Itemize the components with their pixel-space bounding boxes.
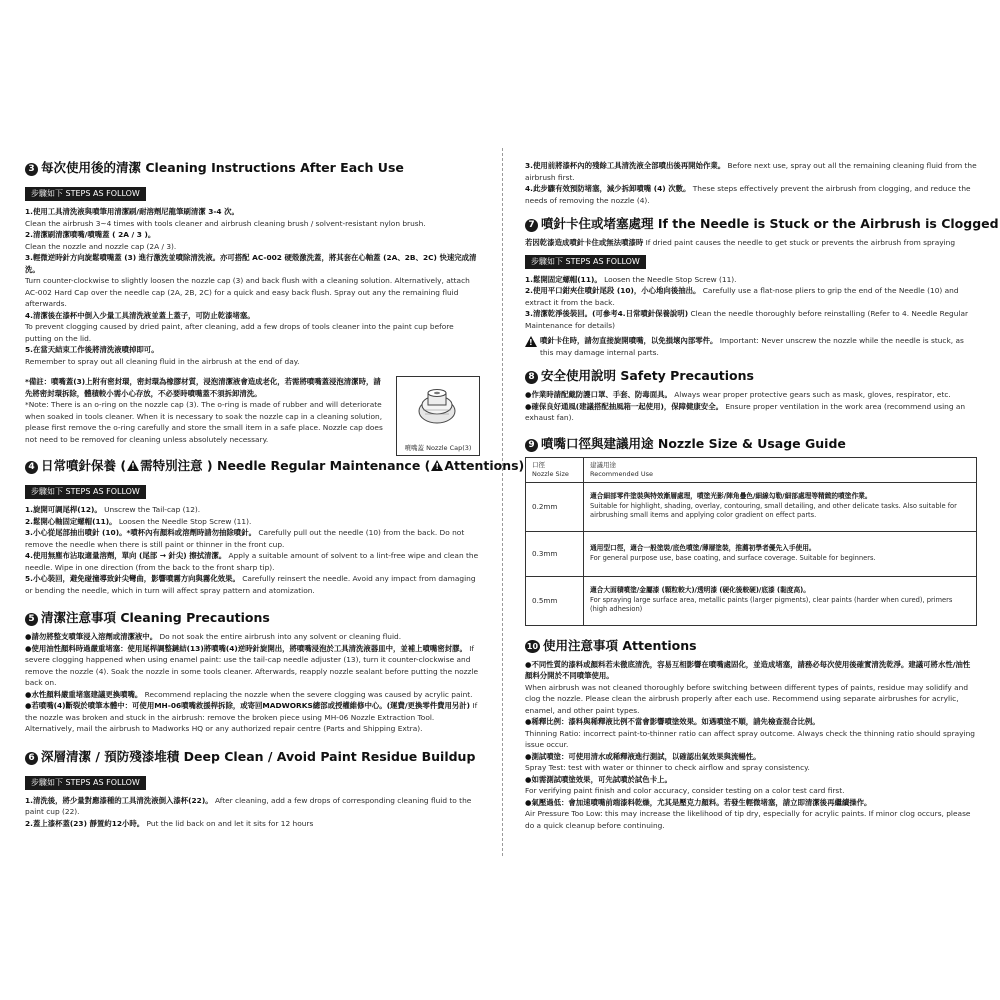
instruction-line: [25, 275, 480, 310]
line-text: Remember to spray out all cleaning fluid in the airbrush at the end of day.: [25, 356, 300, 366]
use-cn: 適合細部零件塗裝與特效漸層處理，噴塗光影/陣角疊色/細線勾勒/細部處理等精緻的噴塗作業。: [590, 492, 872, 501]
section-number-badge: 5: [25, 613, 38, 626]
instruction-line: [525, 808, 977, 831]
instruction-line: [525, 183, 977, 206]
line-english: If severe clogging happened when using enamel paint: use the tail-cap needle adjuster (13), turn it counter-clockwise and remove the nozzle (4). Soak the nozzle in some tools cleaner. Afterwards, reapply nozzle sealant before putting the nozzle back on.: [25, 643, 479, 687]
line-text: *備註：噴嘴蓋(3)上附有密封環，密封環為橡膠材質，浸泡清潔液會造成老化，若需將噴嘴蓋浸泡清潔時，請先將密封環拆除，體積較小需小心存放，不必要時噴嘴蓋不須拆卸清洗。: [25, 377, 381, 398]
instruction-line: [525, 659, 977, 682]
section-number-badge: 7: [525, 219, 538, 232]
note-text: [25, 376, 385, 445]
title-part: Attentions): [444, 458, 525, 473]
line-english: Important: Never unscrew the nozzle while the needle is stuck, as this may damage internal parts.: [540, 336, 964, 357]
section-title: [525, 436, 977, 452]
section-number-badge: 3: [25, 163, 38, 176]
table-row: [526, 482, 977, 531]
table-header-row: [526, 457, 977, 482]
nozzle-size-cell: 0.3mm: [526, 531, 584, 576]
line-english: Ensure proper ventilation in the work area (recommend using an exhaust fan).: [525, 401, 966, 422]
instruction-line: [25, 818, 480, 830]
section-title: [25, 749, 480, 765]
line-text: ●測試噴塗：可使用清水或稀釋液進行測試，以確認出氣效果與流暢性。: [525, 751, 761, 761]
line-english: Unscrew the Tail-cap (12).: [101, 505, 201, 514]
instruction-line: [25, 218, 480, 230]
section-cleaning-after-use: [25, 160, 480, 452]
instruction-line: [25, 344, 480, 356]
line-text: For verifying paint finish and color accuracy, consider testing on a color test card first.: [525, 786, 845, 795]
use-en: For general purpose use, base coating, and surface coverage. Suitable for beginners.: [590, 553, 876, 562]
instruction-line: [525, 728, 977, 751]
nozzle-cap-illustration: [415, 385, 459, 429]
note-block: [25, 376, 480, 452]
steps-banner: 步驟如下 STEPS AS FOLLOW: [25, 776, 146, 790]
header-cn: 口徑: [532, 460, 545, 469]
instruction-line: [25, 376, 385, 399]
line-text: Air Pressure Too Low: this may increase the likelihood of tip dry, especially for acrylic paints. If minor clog occurs, please do a quick cleanup before continuing.: [525, 809, 971, 830]
line-text: ●確保良好通風(建議搭配抽風箱一起使用)，保障健康安全。: [525, 401, 723, 411]
nozzle-cap-figure: [396, 376, 480, 456]
section-number-badge: 4: [25, 461, 38, 474]
line-english: Before next use, spray out all the remaining cleaning fluid from the airbrush first.: [525, 161, 977, 182]
deep-clean-continued: [525, 160, 977, 206]
line-text: Turn counter-clockwise to slightly loosen the nozzle cap (3) and back flush with a cleaning solution. Alternatively, attach AC-002 Hard Cap over the needle cap (2A, 2B, 2C) for a quick and easy back flush. Spray out any the remaining fluid afterwards.: [25, 276, 470, 308]
line-english: Carefully pull out the needle (10) from the back. Do not remove the needle when there is still paint or thinner in the front cup.: [25, 528, 465, 549]
line-text: ●作業時請配戴防護口罩、手套、防毒面具。: [525, 390, 672, 399]
line-english: Carefully reinsert the needle. Avoid any impact from damaging or bending the needle, which in turn will affect spray pattern and atomization.: [25, 574, 476, 595]
section-number-badge: 9: [525, 439, 538, 452]
line-english: If dried paint causes the needle to get stuck or prevents the airbrush from spraying: [643, 238, 956, 247]
instruction-line: [25, 527, 480, 550]
instruction-list: [525, 274, 977, 332]
line-text: Spray Test: test with water or thinner to check airflow and spray consistency.: [525, 763, 810, 772]
warning-line: [525, 335, 977, 358]
section-title-text: 安全使用說明 Safety Precautions: [541, 368, 754, 383]
section-title: [25, 458, 525, 474]
recommended-use-cell: [584, 576, 977, 625]
steps-banner: 步驟如下 STEPS AS FOLLOW: [25, 485, 146, 499]
section-attentions: [525, 638, 977, 832]
header-cn: 建議用途: [590, 460, 616, 469]
instruction-line: [525, 274, 977, 286]
instruction-list: [525, 659, 977, 832]
line-english: Do not soak the entire airbrush into any solvent or cleaning fluid.: [157, 632, 402, 641]
title-part: 日常噴針保養 (: [41, 458, 127, 473]
instruction-list: [25, 631, 480, 735]
section-number-badge: 8: [525, 371, 538, 384]
line-english: Loosen the Needle Stop Screw (11).: [116, 516, 252, 526]
line-text: 5.小心裝回，避免碰撞導致針尖彎曲，影響噴霧方向與霧化效果。: [25, 574, 240, 583]
instruction-line: [525, 160, 977, 183]
section-cleaning-precautions: [25, 610, 480, 735]
instruction-line: [25, 252, 480, 275]
line-text: *Note: There is an o-ring on the nozzle cap (3). The o-ring is made of rubber and will deteriorate when soaked in tools cleaner. When it is necessary to soak the nozzle cap in a cleaning solution, please first remove the o-ring carefully and store the small item in a safe place. Nozzle cap does not need to be removed for cleaning unless absolutely necessary.: [25, 400, 383, 444]
use-en: For spraying large surface area, metallic paints (larger pigments), clear paints (harder when cured), primers (high adhesion): [590, 595, 953, 614]
section-title: [525, 216, 999, 232]
instruction-line: [25, 700, 480, 735]
header-en: Recommended Use: [590, 469, 654, 478]
line-english: These steps effectively prevent the airbrush from clogging, and reduce the needs of removing the nozzle (4).: [525, 184, 971, 205]
instruction-line: [525, 389, 977, 401]
instruction-line: [25, 631, 480, 643]
section-title-text: 每次使用後的清潔 Cleaning Instructions After Each Use: [41, 160, 404, 175]
line-text: ●水性顏料嚴重堵塞建議更換噴嘴。: [25, 689, 143, 699]
line-english: After cleaning, add a few drops of corresponding cleaning fluid to the paint cup (22).: [25, 795, 472, 816]
instruction-list: [525, 389, 977, 424]
section-title: [25, 160, 480, 176]
line-text: 3.使用前將漆杯內的殘餘工具清洗液全部噴出後再開始作業。: [525, 161, 726, 170]
line-text: 4.使用無塵布沾取適量溶劑，單向 (尾部 → 針尖) 擦拭清潔。: [25, 551, 227, 560]
line-text: 1.清洗後，將少量對應漆種的工具清洗液倒入漆杯(22)。: [25, 795, 213, 805]
table-row: [526, 576, 977, 625]
line-english: Put the lid back on and let it sits for 12 hours: [144, 818, 314, 828]
line-english: Clean the needle thoroughly before reinstalling (Refer to 4. Needle Regular Maintenance for details): [525, 309, 969, 330]
section-intro: [525, 237, 977, 249]
warning-icon: [127, 460, 139, 471]
instruction-line: [525, 237, 977, 249]
section-title-text: 噴嘴口徑與建議用途 Nozzle Size & Usage Guide: [541, 435, 846, 451]
line-text: 4.此步驟有效預防堵塞，減少拆卸噴嘴 (4) 次數。: [525, 184, 691, 193]
line-text: ●氣壓過低：會加速噴嘴前端漆料乾燥，尤其是壓克力顏料。若發生輕微堵塞，請立即清潔後再繼續操作。: [525, 797, 872, 807]
line-text: 3.輕微逆時針方向旋鬆噴嘴蓋 (3) 進行激洗並噴除清洗液。亦可搭配 AC-002 硬殼激洗蓋，將其套在心軸蓋 (2A、2B、2C) 快速完成清洗。: [25, 253, 477, 274]
section-title: [525, 638, 977, 654]
instruction-line: [25, 643, 480, 689]
instruction-line: [525, 751, 977, 763]
nozzle-size-cell: 0.5mm: [526, 576, 584, 625]
line-text: 3.清潔乾淨後裝回。(可參考4.日常噴針保養說明): [525, 309, 689, 318]
instruction-line: [25, 795, 480, 818]
column-header-size: [526, 457, 584, 482]
use-en: Suitable for highlight, shading, overlay, contouring, small detailing, and other delicate tasks. Also suitable for airbrushing small items and applying color gradient on effect parts.: [590, 501, 957, 520]
left-column: [25, 160, 525, 829]
line-text: Clean the nozzle and nozzle cap (2A / 3).: [25, 241, 177, 251]
instruction-line: [25, 356, 480, 368]
instruction-line: [525, 335, 977, 358]
warning-text: [525, 335, 977, 358]
nozzle-cap-caption: 噴嘴蓋 Nozzle Cap(3): [404, 444, 472, 452]
section-title-text: 深層清潔 / 預防殘漆堆積 Deep Clean / Avoid Paint Residue Buildup: [41, 748, 476, 764]
section-title: [525, 368, 977, 384]
instruction-line: [525, 285, 977, 308]
line-text: 1.使用工具清洗液與噴筆用清潔刷/耐溶劑尼龍筆刷清潔 3-4 次。: [25, 207, 239, 216]
line-text: 噴針卡住時，請勿直接旋開噴嘴，以免損壞內部零件。: [540, 336, 718, 345]
line-text: 4.清潔後在漆杯中倒入少量工具清洗液並蓋上蓋子，可防止乾漆堵塞。: [25, 310, 255, 320]
use-cn: 通用型口徑，適合一般塗裝/底色噴塗/薄層塗裝，推薦初學者優先入手使用。: [590, 544, 816, 552]
warning-icon: [431, 460, 443, 471]
line-text: 2.清潔刷清潔噴嘴/噴嘴蓋 ( 2A / 3 )。: [25, 230, 156, 239]
header-en: Nozzle Size: [532, 469, 569, 478]
line-text: Clean the airbrush 3~4 times with tools cleaner and airbrush cleaning brush / solvent-resistant nylon brush.: [25, 218, 426, 228]
instruction-line: [25, 504, 480, 516]
column-header-use: [584, 457, 977, 482]
column-divider: [502, 148, 503, 856]
line-english: Carefully use a flat-nose pliers to grip the end of the Needle (10) and extract it from the back.: [525, 286, 959, 307]
line-english: Always wear proper protective gears such as mask, gloves, respirator, etc.: [671, 390, 951, 399]
instruction-line: [25, 241, 480, 253]
line-text: 2.鬆開心軸固定螺帽(11)。: [25, 516, 117, 526]
use-cn: 適合大面積噴塗/金屬漆 (顆粒較大)/透明漆 (硬化後較硬)/底漆 (黏度高)。: [590, 586, 810, 595]
instruction-line: [25, 399, 385, 445]
line-english: If the nozzle was broken and stuck in the airbrush: remove the broken piece using MH-06 Nozzle Extraction Tool. Alternatively, mail the airbrush to Madworks HQ or any authorized repair centre (Parts and Shipping Extra).: [25, 701, 478, 733]
section-title: [25, 610, 480, 626]
instruction-line: [25, 206, 480, 218]
table-row: [526, 531, 977, 576]
section-number-badge: 6: [25, 752, 38, 765]
instruction-line: [25, 573, 480, 596]
instruction-line: [25, 689, 480, 701]
line-text: 1.旋開可調尾桿(12)。: [25, 505, 102, 514]
instruction-line: [525, 401, 977, 424]
right-column: [525, 160, 999, 831]
instruction-line: [525, 797, 977, 809]
nozzle-size-table: [525, 457, 977, 626]
line-text: ●若噴嘴(4)斷裂於噴筆本體中：可使用MH-06噴嘴救援桿拆除，或寄回MADWORKS總部或授權維修中心。(運費/更換零件費用另計): [25, 701, 471, 710]
nozzle-size-cell: 0.2mm: [526, 482, 584, 531]
line-text: ●請勿將整支噴筆浸入溶劑或清潔液中。: [25, 632, 158, 641]
line-text: ●稀釋比例：漆料與稀釋液比例不當會影響噴塗效果。如遇噴塗不順，請先檢查混合比例。: [525, 717, 820, 726]
instruction-line: [525, 682, 977, 717]
recommended-use-cell: [584, 482, 977, 531]
section-title-text: 清潔注意事項 Cleaning Precautions: [41, 610, 270, 625]
section-nozzle-size: [525, 436, 977, 626]
instruction-line: [525, 716, 977, 728]
title-part: 需特別注意 ) Needle Regular Maintenance (: [140, 458, 431, 473]
line-text: 若因乾漆造成噴針卡住或無法噴漆時: [525, 238, 644, 247]
instruction-line: [25, 229, 480, 241]
section-title-text: 使用注意事項 Attentions: [543, 637, 697, 653]
instruction-list: [25, 795, 480, 830]
line-english: Recommend replacing the nozzle when the severe clogging was caused by acrylic paint.: [142, 689, 473, 699]
instruction-line: [25, 550, 480, 573]
line-english: Loosen the Needle Stop Screw (11).: [601, 274, 737, 284]
section-safety: [525, 368, 977, 424]
instruction-line: [525, 762, 977, 774]
steps-banner: 步驟如下 STEPS AS FOLLOW: [525, 255, 646, 269]
instruction-line: [525, 308, 977, 331]
line-text: 5.在當天結束工作後將清洗液噴掉即可。: [25, 345, 159, 354]
line-text: ●不同性質的漆料或顏料若未徹底清洗，容易互相影響在噴嘴處固化，並造成堵塞，請務必每次使用後確實清洗乾淨。建議可將水性/油性顏料分開於不同噴筆使用。: [525, 659, 971, 680]
line-english: Apply a suitable amount of solvent to a lint-free wipe and clean the needle. Wipe in one direction (from the back to the front sharp tip).: [25, 551, 479, 572]
line-text: Thinning Ratio: incorrect paint-to-thinner ratio can affect spray outcome. Always check the thinning ratio should spraying issue occur.: [525, 728, 975, 749]
line-text: 3.小心從尾部抽出噴針 (10)。*噴杯內有顏料或溶劑時請勿抽除噴針。: [25, 528, 256, 537]
line-text: To prevent clogging caused by dried paint, after cleaning, add a few drops of tools cleaner into the paint cup before putting on the lid.: [25, 322, 454, 343]
instruction-line: [25, 310, 480, 322]
warning-icon: [525, 336, 537, 347]
recommended-use-cell: [584, 531, 977, 576]
section-needle-maintenance: [25, 458, 525, 596]
instruction-line: [525, 774, 977, 786]
section-title-text: 噴針卡住或堵塞處理 If the Needle is Stuck or the Airbrush is Clogged: [541, 216, 999, 231]
instruction-list: [25, 504, 480, 596]
line-text: ●如需測試噴塗效果，可先試噴於試色卡上。: [525, 774, 672, 784]
steps-banner: 步驟如下 STEPS AS FOLLOW: [25, 187, 146, 201]
line-text: 1.鬆開固定螺帽(11)。: [525, 274, 602, 284]
line-text: 2.使用平口鉗夾住噴針尾段 (10)，小心地向後抽出。: [525, 286, 701, 295]
line-text: When airbrush was not cleaned thoroughly before switching between different types of paints, residue may solidify and clog the nozzle. Please clean the airbrush properly after each use. Recommend using separate airbrushes for acrylic, enamel, and other paint types.: [525, 682, 969, 715]
section-deep-clean: [25, 749, 480, 830]
instruction-line: [525, 785, 977, 797]
instruction-list: [25, 206, 480, 367]
instruction-line: [25, 516, 480, 528]
section-needle-stuck: [525, 216, 999, 358]
instruction-line: [25, 321, 480, 344]
section-number-badge: 10: [526, 641, 539, 651]
line-text: ●使用油性顏料時過嚴重堵塞：使用尾桿調整鏈結(13)將噴嘴(4)逆時針旋開出，將噴嘴浸泡於工具清洗液器皿中，並補上噴嘴密封膠。: [25, 643, 467, 653]
line-text: 2.蓋上漆杯蓋(23) 靜置約12小時。: [25, 818, 145, 828]
